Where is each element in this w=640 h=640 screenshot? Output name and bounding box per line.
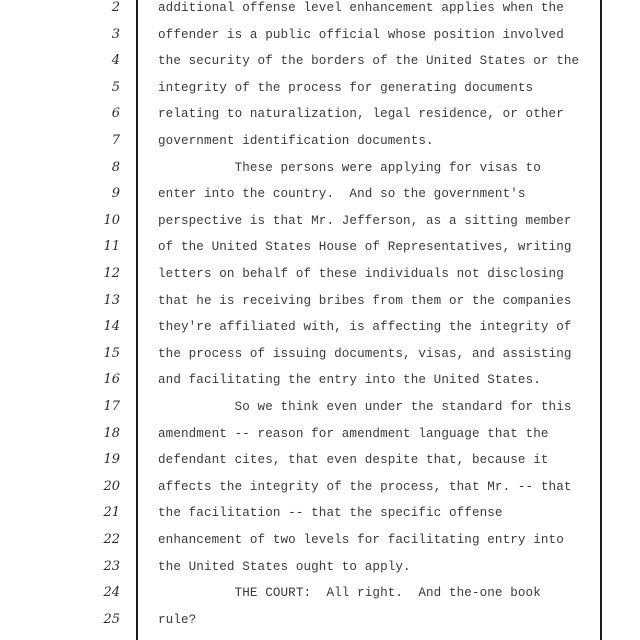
line-number: 17: [103, 399, 120, 414]
transcript-line: [0, 53, 640, 79]
transcript-line: [0, 346, 640, 372]
line-number: 25: [103, 611, 120, 627]
line-text: integrity of the process for generating documents: [158, 80, 534, 95]
line-number: 14: [103, 319, 120, 335]
line-number: 18: [103, 425, 120, 441]
line-text: and facilitating the entry into the United States.: [158, 373, 541, 388]
line-number: 13: [103, 292, 120, 308]
line-number: 9: [111, 186, 120, 202]
line-number: 15: [103, 345, 120, 361]
line-text: These persons were applying for visas to: [158, 160, 541, 175]
transcript-line: [0, 399, 640, 425]
line-number: 19: [103, 452, 120, 468]
transcript-line: [0, 426, 640, 452]
line-text: government identification documents.: [158, 134, 434, 148]
line-text: rule?: [158, 612, 197, 627]
transcript-line: [0, 532, 640, 558]
line-number: 5: [111, 79, 120, 95]
line-text: relating to naturalization, legal residence, or other: [158, 107, 564, 122]
transcript-line: [0, 186, 640, 212]
line-text: the process of issuing documents, visas, and assisting: [158, 346, 572, 361]
line-number: 16: [103, 372, 120, 388]
line-number: 6: [111, 106, 120, 122]
transcript-line: [0, 612, 640, 638]
line-text: perspective is that Mr. Jefferson, as a sitting member: [158, 213, 572, 228]
transcript-line: [0, 106, 640, 132]
line-text: THE COURT: All right. And the-one book: [158, 586, 541, 601]
line-text: affects the integrity of the process, that Mr. -- that: [158, 479, 572, 494]
line-text: letters on behalf of these individuals not disclosing: [158, 267, 564, 281]
line-text: they're affiliated with, is affecting the integrity of: [158, 320, 572, 335]
line-text: enter into the country. And so the government's: [158, 187, 526, 202]
line-number: 23: [103, 558, 120, 574]
line-text: enhancement of two levels for facilitating entry into: [158, 533, 564, 547]
line-text: offender is a public official whose position involved: [158, 27, 564, 42]
line-number: 7: [111, 133, 120, 148]
transcript-line: [0, 293, 640, 319]
line-number: 10: [103, 212, 120, 228]
line-number: 22: [103, 532, 120, 547]
line-number: 20: [103, 478, 120, 494]
line-text: So we think even under the standard for this: [158, 400, 572, 414]
transcript-line: [0, 559, 640, 585]
transcript-line: [0, 266, 640, 292]
transcript-line: [0, 0, 640, 26]
line-text: additional offense level enhancement applies when the: [158, 1, 564, 15]
line-text: that he is receiving bribes from them or the companies: [158, 293, 572, 308]
line-number: 4: [111, 53, 120, 69]
transcript-line: [0, 372, 640, 398]
transcript-line: [0, 452, 640, 478]
line-text: the United States ought to apply.: [158, 559, 411, 574]
line-text: of the United States House of Representatives, writing: [158, 240, 572, 255]
transcript-line: [0, 27, 640, 53]
transcript-line: [0, 160, 640, 186]
transcript-line: [0, 239, 640, 265]
line-number: 11: [103, 239, 120, 255]
transcript-line: [0, 213, 640, 239]
line-text: defendant cites, that even despite that, because it: [158, 453, 549, 468]
transcript-line: [0, 133, 640, 159]
line-number: 12: [103, 266, 120, 281]
line-number: 8: [111, 159, 120, 175]
transcript-line: [0, 80, 640, 106]
transcript-line: [0, 505, 640, 531]
line-number: 2: [111, 0, 120, 15]
line-number: 21: [103, 505, 120, 521]
line-number: 3: [111, 26, 120, 42]
line-number: 24: [103, 585, 120, 601]
transcript-line: [0, 479, 640, 505]
transcript-line: [0, 585, 640, 611]
line-text: amendment -- reason for amendment language that the: [158, 426, 549, 441]
line-text: the security of the borders of the United States or the: [158, 54, 580, 69]
transcript-line: [0, 319, 640, 345]
line-text: the facilitation -- that the specific offense: [158, 506, 503, 521]
